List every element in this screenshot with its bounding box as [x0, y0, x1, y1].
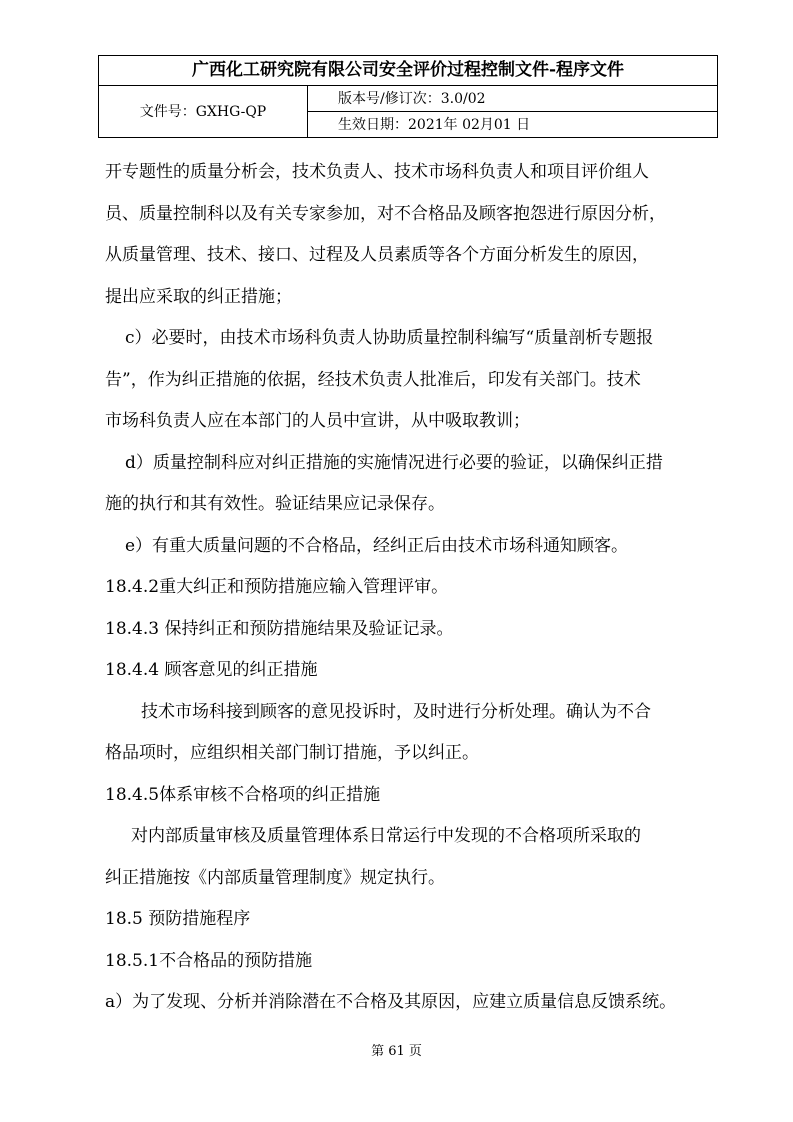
body-line: 技术市场科接到顾客的意见投诉时，及时进行分析处理。确认为不合	[141, 701, 651, 722]
page-number: 第 61 页	[371, 1044, 422, 1059]
effective-date: 生效日期：2021年 02月01 日	[338, 117, 531, 133]
section-heading-18-5-1: 18.5.1不合格品的预防措施	[105, 950, 313, 971]
body-line: 格品项时，应组织相关部门制订措施，予以纠正。	[105, 743, 479, 763]
section-heading-18-5: 18.5 预防措施程序	[105, 909, 251, 929]
body-line-item-d: d）质量控制科应对纠正措施的实施情况进行必要的验证，以确保纠正措	[125, 452, 663, 473]
body-line: 从质量管理、技术、接口、过程及人员素质等各个方面分析发生的原因，	[105, 245, 649, 265]
body-line-item-a: a）为了发现、分析并消除潜在不合格及其原因，应建立质量信息反馈系统。	[105, 992, 677, 1012]
body-line: 员、质量控制科以及有关专家参加，对不合格品及顾客抱怨进行原因分析，	[105, 203, 666, 224]
document-title: 广西化工研究院有限公司安全评价过程控制文件-程序文件	[99, 56, 717, 86]
section-heading-18-4-3: 18.4.3 保持纠正和预防措施结果及验证记录。	[105, 618, 454, 639]
section-heading-18-4-2: 18.4.2重大纠正和预防措施应输入管理评审。	[105, 577, 449, 597]
body-line: 开专题性的质量分析会，技术负责人、技术市场科负责人和项目评价组人	[105, 162, 649, 182]
body-line: 施的执行和其有效性。验证结果应记录保存。	[105, 494, 445, 514]
version-revision: 版本号/修订次：3.0/02	[308, 86, 718, 112]
body-line: 纠正措施按《内部质量管理制度》规定执行。	[105, 867, 445, 888]
body-line: 告”，作为纠正措施的依据，经技术负责人批准后，印发有关部门。技术	[105, 369, 641, 390]
body-line-item-e: e）有重大质量问题的不合格品，经纠正后由技术市场科通知顾客。	[125, 535, 629, 556]
body-line: 对内部质量审核及质量管理体系日常运行中发现的不合格项所采取的	[131, 826, 641, 846]
section-heading-18-4-4: 18.4.4 顾客意见的纠正措施	[105, 660, 318, 680]
body-line: 提出应采取的纠正措施；	[105, 286, 292, 307]
body-line-item-c: c）必要时，由技术市场科负责人协助质量控制科编写“质量剖析专题报	[125, 328, 654, 348]
section-heading-18-4-5: 18.4.5体系审核不合格项的纠正措施	[105, 784, 381, 805]
document-header-table	[98, 55, 718, 138]
document-body	[105, 152, 711, 1024]
body-line: 市场科负责人应在本部门的人员中宣讲，从中吸取教训；	[105, 411, 530, 431]
file-number: 文件号：GXHG-QP	[99, 86, 308, 138]
